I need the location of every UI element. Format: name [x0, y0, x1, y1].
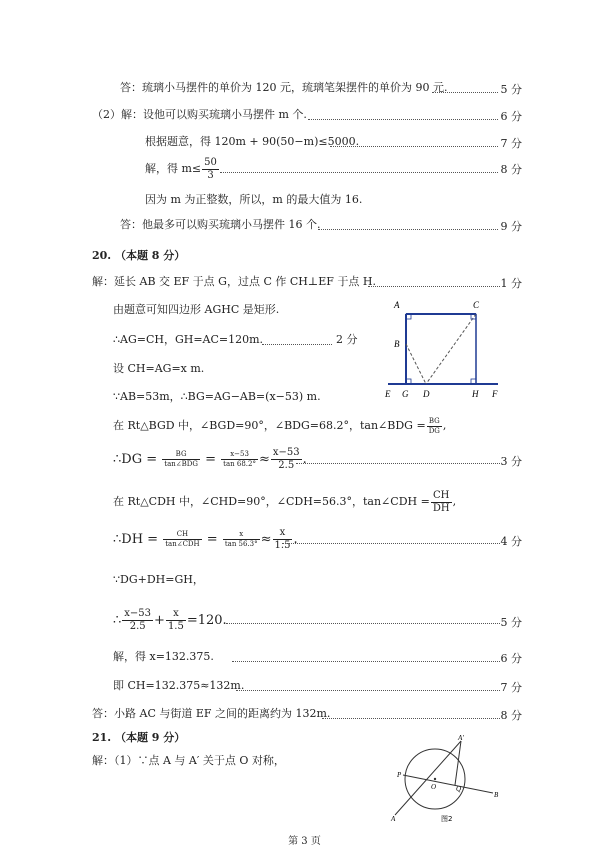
fraction — [223, 530, 260, 549]
label-C: C — [473, 300, 480, 310]
solution-intro: 解：延长 AB 交 EF 于点 G，过点 C 作 CH⊥EF 于点 H. — [92, 275, 376, 288]
figure-caption: 图2 — [441, 815, 453, 823]
leader-dots — [330, 146, 498, 147]
score-mark: 7 分 — [500, 681, 522, 694]
label-A: A — [391, 815, 396, 823]
equation-line — [113, 604, 227, 638]
numerator: BG — [427, 417, 442, 427]
equation-result: =120. — [186, 613, 227, 628]
label-P: P — [397, 771, 402, 779]
score-mark: 8 分 — [500, 163, 522, 176]
solution-text: 解，得 m≤ — [145, 162, 202, 175]
denominator: DH — [432, 502, 450, 514]
label-H: H — [472, 389, 479, 399]
leader-dots — [282, 543, 500, 544]
segment-CD — [426, 314, 476, 384]
denominator: 2.5 — [278, 460, 295, 471]
denominator: DG — [428, 426, 440, 435]
answer-line-1: 答：琉璃小马摆件的单价为 120 元，琉璃笔架摆件的单价为 90 元. — [120, 81, 448, 94]
solve-x-line: 解，得 x=132.375. — [113, 650, 214, 663]
sum-relation-line: ∵DG+DH=GH， — [113, 573, 204, 586]
fraction — [271, 447, 302, 472]
equal-sides-line: ∴AG=CH，GH=AC=120m. — [113, 333, 264, 346]
solution-line — [145, 155, 220, 183]
approx-sign: ≈ — [260, 532, 272, 547]
score-mark: 1 分 — [500, 277, 522, 290]
denominator: tan∠CDH — [165, 540, 200, 548]
denominator: 2.5 — [129, 621, 146, 632]
numerator: x — [223, 530, 260, 540]
equals-sign: = — [206, 532, 218, 547]
let-variable-line: 设 CH=AG=x m. — [113, 362, 205, 375]
dg-expression-line: ∴DG = $\frac{BG}{\text{tan∠BDG}}$ = $\frac{x-53}{\tan 68.2^\circ}$ ≈ $\frac{x-53}{2.5}$ . — [113, 447, 307, 471]
score-mark: 5 分 — [500, 83, 522, 96]
ch-value-line: 即 CH=132.375≈132m. — [113, 679, 245, 692]
leader-dots — [296, 463, 500, 464]
label-A1: A′ — [458, 734, 464, 742]
question-21-heading: 21. （本题 9 分） — [92, 731, 186, 744]
label-F: F — [492, 389, 498, 399]
label-B: B — [394, 339, 400, 349]
fraction — [166, 608, 186, 633]
leader-dots — [318, 229, 498, 230]
part1-intro: 解：（1）∵点 A 与 A′ 关于点 O 对称， — [92, 754, 285, 767]
label-O: O — [431, 783, 437, 791]
denominator: 3 — [207, 169, 214, 181]
fraction — [163, 530, 201, 549]
fraction — [427, 417, 442, 436]
score-mark: 7 分 — [500, 137, 522, 150]
score-mark: 2 分 — [336, 333, 358, 346]
denominator: tan∠BDG — [164, 460, 198, 468]
denominator: tan 68.2° — [223, 460, 256, 468]
numerator: 50 — [204, 156, 217, 168]
label-A: A — [394, 300, 400, 310]
numerator: x−53 — [124, 608, 152, 619]
leader-dots — [308, 119, 498, 120]
score-mark: 6 分 — [500, 110, 522, 123]
denominator: 1.5 — [167, 621, 184, 632]
fraction — [162, 450, 200, 469]
label-B: B — [494, 791, 499, 799]
leader-dots — [368, 286, 500, 287]
page-number: 第 3 页 — [288, 836, 321, 847]
fraction — [202, 157, 219, 182]
leader-dots — [262, 344, 332, 345]
leader-dots — [236, 690, 500, 691]
label-D: D — [423, 389, 430, 399]
triangle-bgd-text: 在 Rt△BGD 中，∠BGD=90°，∠BDG=68.2°，tan∠BDG = — [113, 419, 426, 432]
leader-dots — [432, 92, 498, 93]
numerator: x — [166, 608, 186, 621]
fraction — [431, 490, 452, 515]
rectangle-statement: 由题意可知四边形 AGHC 是矩形. — [113, 303, 280, 316]
leader-dots — [226, 623, 500, 624]
triangle-bgd-line: 在 Rt△BGD 中，∠BGD=90°，∠BDG=68.2°，tan∠BDG = $\frac{BG}{DG}$ , — [113, 416, 447, 435]
score-mark: 5 分 — [500, 616, 522, 629]
figure-rectangle-diagram — [380, 298, 510, 402]
equals-sign: = — [205, 452, 217, 467]
figure-circle-diagram — [385, 733, 510, 825]
numerator: CH — [431, 490, 452, 503]
dg-label: ∴DG = — [113, 452, 158, 467]
fraction — [122, 608, 153, 633]
numerator: CH — [163, 530, 201, 540]
score-mark: 9 分 — [500, 220, 522, 233]
fraction — [221, 450, 258, 469]
leader-dots — [220, 172, 498, 173]
denominator: 1.5 — [274, 540, 291, 551]
answer-line-2: 答：他最多可以购买琉璃小马摆件 16 个. — [120, 218, 321, 231]
label-G: G — [402, 389, 409, 399]
score-mark: 3 分 — [500, 455, 522, 468]
leader-dots — [232, 661, 500, 662]
plus-sign: + — [154, 613, 165, 628]
numerator: x−53 — [272, 447, 300, 458]
numerator: BG — [162, 450, 200, 460]
triangle-cdh-line: 在 Rt△CDH 中，∠CHD=90°，∠CDH=56.3°，tan∠CDH = $\frac{CH}{DH}$ , — [113, 489, 457, 514]
leader-dots — [322, 718, 500, 719]
inequality-line: 根据题意，得 120m + 90(50−m)≤5000. — [145, 135, 360, 148]
dh-expression-line: ∴DH = $\frac{CH}{\text{tan∠CDH}}$ = $\frac{x}{\tan 56.3^\circ}$ ≈ $\frac{x}{1.5}$ . — [113, 527, 298, 551]
dh-label: ∴DH = — [113, 532, 159, 547]
score-mark: 6 分 — [500, 652, 522, 665]
max-value-line: 因为 m 为正整数，所以，m 的最大值为 16. — [145, 193, 363, 206]
bg-expression-line: ∵AB=53m，∴BG=AG−AB=(x−53) m. — [113, 390, 321, 403]
score-mark: 8 分 — [500, 709, 522, 722]
center-point-O — [434, 778, 436, 780]
label-Q: Q — [456, 785, 462, 793]
numerator: x−53 — [221, 450, 258, 460]
triangle-cdh-text: 在 Rt△CDH 中，∠CHD=90°，∠CDH=56.3°，tan∠CDH = — [113, 495, 430, 508]
approx-sign: ≈ — [258, 452, 270, 467]
part2-intro: （2）解：设他可以购买琉璃小马摆件 m 个. — [92, 108, 307, 121]
score-mark: 4 分 — [500, 535, 522, 548]
question-20-heading: 20. （本题 8 分） — [92, 249, 186, 262]
segment-BD — [406, 344, 426, 384]
denominator: tan 56.3° — [224, 540, 258, 548]
therefore-sign: ∴ — [113, 613, 122, 628]
label-E: E — [385, 389, 391, 399]
fraction — [273, 527, 293, 552]
final-answer-line: 答：小路 AC 与街道 EF 之间的距离约为 132m. — [92, 707, 331, 720]
numerator: x — [273, 527, 293, 540]
